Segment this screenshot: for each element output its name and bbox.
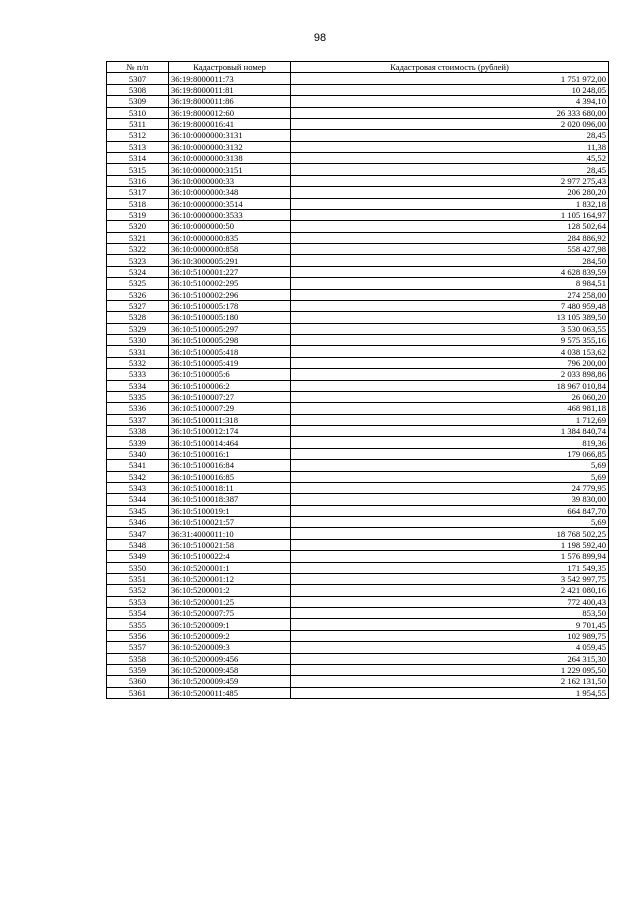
table-body xyxy=(107,73,609,699)
table-row xyxy=(107,539,609,550)
row-number-cell: 5358 xyxy=(107,653,169,664)
cadastral-value-cell: 1 229 095,50 xyxy=(291,664,609,675)
table-row xyxy=(107,687,609,698)
row-number-cell: 5344 xyxy=(107,494,169,505)
cadastral-number-cell: 36:10:5100005:180 xyxy=(169,312,291,323)
row-number-cell: 5352 xyxy=(107,585,169,596)
cadastral-number-cell: 36:10:5100007:27 xyxy=(169,391,291,402)
cadastral-number-cell: 36:19:8000011:73 xyxy=(169,73,291,84)
table-row xyxy=(107,619,609,630)
cadastral-value-cell: 128 502,64 xyxy=(291,221,609,232)
cadastral-value-cell: 26 333 680,00 xyxy=(291,107,609,118)
row-number-cell: 5323 xyxy=(107,255,169,266)
cadastral-number-cell: 36:10:5100005:6 xyxy=(169,369,291,380)
row-number-cell: 5324 xyxy=(107,266,169,277)
cadastral-value-cell: 772 400,43 xyxy=(291,596,609,607)
table-row xyxy=(107,346,609,357)
cadastral-value-cell: 1 384 840,74 xyxy=(291,426,609,437)
table-row xyxy=(107,232,609,243)
row-number-cell: 5350 xyxy=(107,562,169,573)
table-row xyxy=(107,551,609,562)
cadastral-value-cell: 1 712,69 xyxy=(291,414,609,425)
row-number-cell: 5359 xyxy=(107,664,169,675)
cadastral-value-cell: 10 248,05 xyxy=(291,84,609,95)
row-number-cell: 5342 xyxy=(107,471,169,482)
table-row xyxy=(107,278,609,289)
table-row xyxy=(107,244,609,255)
row-number-cell: 5307 xyxy=(107,73,169,84)
cadastral-number-cell: 36:10:5100019:1 xyxy=(169,505,291,516)
cadastral-value-cell: 264 315,30 xyxy=(291,653,609,664)
row-number-cell: 5322 xyxy=(107,244,169,255)
table-row xyxy=(107,175,609,186)
row-number-cell: 5311 xyxy=(107,118,169,129)
cadastral-number-cell: 36:10:5100018:11 xyxy=(169,482,291,493)
cadastral-number-cell: 36:10:5100001:227 xyxy=(169,266,291,277)
cadastral-value-cell: 13 105 389,50 xyxy=(291,312,609,323)
row-number-cell: 5340 xyxy=(107,448,169,459)
header-cadastral-value: Кадастровая стоимость (рублей) xyxy=(291,62,609,73)
cadastral-value-cell: 853,50 xyxy=(291,608,609,619)
header-row-number: № п/п xyxy=(107,62,169,73)
row-number-cell: 5309 xyxy=(107,96,169,107)
cadastral-number-cell: 36:10:5100021:58 xyxy=(169,539,291,550)
row-number-cell: 5320 xyxy=(107,221,169,232)
table-row xyxy=(107,460,609,471)
cadastral-number-cell: 36:10:0000000:858 xyxy=(169,244,291,255)
row-number-cell: 5341 xyxy=(107,460,169,471)
cadastral-number-cell: 36:19:8000012:60 xyxy=(169,107,291,118)
table-row xyxy=(107,630,609,641)
cadastral-value-cell: 558 427,98 xyxy=(291,244,609,255)
table-row xyxy=(107,642,609,653)
cadastral-number-cell: 36:10:5100005:419 xyxy=(169,357,291,368)
table-row xyxy=(107,653,609,664)
cadastral-value-cell: 2 162 131,50 xyxy=(291,676,609,687)
table-row xyxy=(107,141,609,152)
cadastral-value-cell: 2 033 898,86 xyxy=(291,369,609,380)
table-row xyxy=(107,255,609,266)
row-number-cell: 5355 xyxy=(107,619,169,630)
cadastral-value-cell: 819,36 xyxy=(291,437,609,448)
cadastral-number-cell: 36:19:8000011:81 xyxy=(169,84,291,95)
table-row xyxy=(107,426,609,437)
cadastral-number-cell: 36:10:0000000:348 xyxy=(169,187,291,198)
table-row xyxy=(107,300,609,311)
row-number-cell: 5321 xyxy=(107,232,169,243)
cadastral-value-cell: 9 701,45 xyxy=(291,619,609,630)
row-number-cell: 5349 xyxy=(107,551,169,562)
cadastral-value-cell: 206 280,20 xyxy=(291,187,609,198)
cadastral-number-cell: 36:10:5100011:318 xyxy=(169,414,291,425)
row-number-cell: 5316 xyxy=(107,175,169,186)
table-row xyxy=(107,335,609,346)
table-row xyxy=(107,403,609,414)
cadastral-value-cell: 1 751 972,00 xyxy=(291,73,609,84)
cadastral-number-cell: 36:10:5100005:418 xyxy=(169,346,291,357)
table-row xyxy=(107,505,609,516)
table-row xyxy=(107,107,609,118)
row-number-cell: 5338 xyxy=(107,426,169,437)
cadastral-number-cell: 36:10:5200001:1 xyxy=(169,562,291,573)
cadastral-value-cell: 26 060,20 xyxy=(291,391,609,402)
table-row xyxy=(107,414,609,425)
row-number-cell: 5330 xyxy=(107,335,169,346)
cadastral-value-cell: 4 394,10 xyxy=(291,96,609,107)
cadastral-number-cell: 36:10:5100016:1 xyxy=(169,448,291,459)
cadastral-number-cell: 36:10:0000000:3138 xyxy=(169,153,291,164)
cadastral-number-cell: 36:10:5200001:2 xyxy=(169,585,291,596)
table-row xyxy=(107,369,609,380)
cadastral-value-cell: 1 198 592,40 xyxy=(291,539,609,550)
cadastral-value-cell: 18 967 010,84 xyxy=(291,380,609,391)
cadastral-value-cell: 2 020 096,00 xyxy=(291,118,609,129)
row-number-cell: 5336 xyxy=(107,403,169,414)
cadastral-value-cell: 284,50 xyxy=(291,255,609,266)
row-number-cell: 5332 xyxy=(107,357,169,368)
table-row xyxy=(107,562,609,573)
cadastral-value-cell: 3 542 997,75 xyxy=(291,573,609,584)
cadastral-value-cell: 5,69 xyxy=(291,471,609,482)
cadastral-number-cell: 36:10:5100022:4 xyxy=(169,551,291,562)
cadastral-number-cell: 36:10:0000000:3151 xyxy=(169,164,291,175)
row-number-cell: 5333 xyxy=(107,369,169,380)
cadastral-value-cell: 1 954,55 xyxy=(291,687,609,698)
row-number-cell: 5317 xyxy=(107,187,169,198)
cadastral-value-cell: 28,45 xyxy=(291,130,609,141)
cadastral-number-cell: 36:10:0000000:3131 xyxy=(169,130,291,141)
cadastral-number-cell: 36:10:5200009:2 xyxy=(169,630,291,641)
table-row xyxy=(107,96,609,107)
cadastral-number-cell: 36:10:5200009:1 xyxy=(169,619,291,630)
cadastral-number-cell: 36:10:5100016:85 xyxy=(169,471,291,482)
cadastral-value-cell: 1 105 164,97 xyxy=(291,209,609,220)
cadastral-value-cell: 11,38 xyxy=(291,141,609,152)
cadastral-number-cell: 36:10:5200009:456 xyxy=(169,653,291,664)
cadastral-number-cell: 36:10:5200007:75 xyxy=(169,608,291,619)
table-row xyxy=(107,437,609,448)
header-cadastral-number: Кадастровый номер xyxy=(169,62,291,73)
cadastral-value-cell: 102 989,75 xyxy=(291,630,609,641)
cadastral-value-cell: 5,69 xyxy=(291,460,609,471)
row-number-cell: 5339 xyxy=(107,437,169,448)
row-number-cell: 5347 xyxy=(107,528,169,539)
table-row xyxy=(107,118,609,129)
cadastral-number-cell: 36:10:5200001:12 xyxy=(169,573,291,584)
table-row xyxy=(107,73,609,84)
cadastral-value-cell: 8 984,51 xyxy=(291,278,609,289)
cadastral-value-cell: 1 576 899,94 xyxy=(291,551,609,562)
table-header-row xyxy=(107,62,609,73)
row-number-cell: 5361 xyxy=(107,687,169,698)
cadastral-value-cell: 284 886,92 xyxy=(291,232,609,243)
row-number-cell: 5337 xyxy=(107,414,169,425)
row-number-cell: 5331 xyxy=(107,346,169,357)
table-row xyxy=(107,153,609,164)
row-number-cell: 5318 xyxy=(107,198,169,209)
table-row xyxy=(107,517,609,528)
table-row xyxy=(107,482,609,493)
row-number-cell: 5357 xyxy=(107,642,169,653)
cadastral-value-cell: 4 059,45 xyxy=(291,642,609,653)
cadastral-number-cell: 36:10:5100005:298 xyxy=(169,335,291,346)
table-row xyxy=(107,585,609,596)
table-row xyxy=(107,209,609,220)
cadastral-number-cell: 36:10:5200009:459 xyxy=(169,676,291,687)
table-row xyxy=(107,187,609,198)
cadastral-number-cell: 36:10:5200011:485 xyxy=(169,687,291,698)
table-row xyxy=(107,448,609,459)
cadastral-value-cell: 274 258,00 xyxy=(291,289,609,300)
cadastral-value-cell: 5,69 xyxy=(291,517,609,528)
row-number-cell: 5329 xyxy=(107,323,169,334)
cadastral-value-cell: 3 530 063,55 xyxy=(291,323,609,334)
cadastral-number-cell: 36:10:5100005:178 xyxy=(169,300,291,311)
row-number-cell: 5354 xyxy=(107,608,169,619)
cadastral-number-cell: 36:10:5100016:84 xyxy=(169,460,291,471)
table-row xyxy=(107,664,609,675)
row-number-cell: 5348 xyxy=(107,539,169,550)
table-row xyxy=(107,164,609,175)
cadastral-value-cell: 18 768 502,25 xyxy=(291,528,609,539)
table-row xyxy=(107,596,609,607)
table-row xyxy=(107,357,609,368)
cadastral-value-cell: 2 977 275,43 xyxy=(291,175,609,186)
cadastral-number-cell: 36:10:0000000:3533 xyxy=(169,209,291,220)
table-row xyxy=(107,266,609,277)
cadastral-value-cell: 45,52 xyxy=(291,153,609,164)
row-number-cell: 5360 xyxy=(107,676,169,687)
table-row xyxy=(107,198,609,209)
cadastral-number-cell: 36:19:8000016:41 xyxy=(169,118,291,129)
cadastral-number-cell: 36:10:5100007:29 xyxy=(169,403,291,414)
cadastral-value-cell: 24 779,95 xyxy=(291,482,609,493)
page-number: 98 xyxy=(313,32,327,44)
table-row xyxy=(107,391,609,402)
cadastral-number-cell: 36:10:0000000:3132 xyxy=(169,141,291,152)
table-row xyxy=(107,323,609,334)
cadastral-value-table xyxy=(106,61,609,699)
cadastral-number-cell: 36:10:5200009:3 xyxy=(169,642,291,653)
row-number-cell: 5308 xyxy=(107,84,169,95)
cadastral-number-cell: 36:10:5200001:25 xyxy=(169,596,291,607)
row-number-cell: 5335 xyxy=(107,391,169,402)
cadastral-number-cell: 36:10:5100014:464 xyxy=(169,437,291,448)
table-row xyxy=(107,289,609,300)
cadastral-value-cell: 1 832,18 xyxy=(291,198,609,209)
cadastral-value-cell: 4 628 839,59 xyxy=(291,266,609,277)
cadastral-number-cell: 36:10:5100002:295 xyxy=(169,278,291,289)
row-number-cell: 5326 xyxy=(107,289,169,300)
cadastral-number-cell: 36:10:5100006:2 xyxy=(169,380,291,391)
table-row xyxy=(107,221,609,232)
cadastral-number-cell: 36:10:5200009:458 xyxy=(169,664,291,675)
table-row xyxy=(107,608,609,619)
cadastral-value-cell: 9 575 355,16 xyxy=(291,335,609,346)
cadastral-number-cell: 36:10:5100012:174 xyxy=(169,426,291,437)
row-number-cell: 5314 xyxy=(107,153,169,164)
cadastral-number-cell: 36:10:5100021:57 xyxy=(169,517,291,528)
table-row xyxy=(107,84,609,95)
cadastral-number-cell: 36:10:0000000:835 xyxy=(169,232,291,243)
table-row xyxy=(107,312,609,323)
row-number-cell: 5325 xyxy=(107,278,169,289)
table-row xyxy=(107,471,609,482)
cadastral-number-cell: 36:10:5100018:387 xyxy=(169,494,291,505)
row-number-cell: 5351 xyxy=(107,573,169,584)
table-row xyxy=(107,380,609,391)
row-number-cell: 5319 xyxy=(107,209,169,220)
table-row xyxy=(107,528,609,539)
row-number-cell: 5312 xyxy=(107,130,169,141)
table-row xyxy=(107,494,609,505)
cadastral-value-cell: 7 480 959,48 xyxy=(291,300,609,311)
row-number-cell: 5353 xyxy=(107,596,169,607)
cadastral-number-cell: 36:10:3000005:291 xyxy=(169,255,291,266)
cadastral-value-cell: 4 038 153,62 xyxy=(291,346,609,357)
row-number-cell: 5345 xyxy=(107,505,169,516)
cadastral-number-cell: 36:10:0000000:50 xyxy=(169,221,291,232)
table-row xyxy=(107,676,609,687)
row-number-cell: 5313 xyxy=(107,141,169,152)
row-number-cell: 5343 xyxy=(107,482,169,493)
cadastral-value-cell: 28,45 xyxy=(291,164,609,175)
row-number-cell: 5346 xyxy=(107,517,169,528)
table-row xyxy=(107,130,609,141)
cadastral-number-cell: 36:10:0000000:3514 xyxy=(169,198,291,209)
cadastral-value-cell: 664 847,70 xyxy=(291,505,609,516)
row-number-cell: 5327 xyxy=(107,300,169,311)
cadastral-value-cell: 468 981,18 xyxy=(291,403,609,414)
row-number-cell: 5356 xyxy=(107,630,169,641)
cadastral-value-cell: 179 066,85 xyxy=(291,448,609,459)
row-number-cell: 5310 xyxy=(107,107,169,118)
table-row xyxy=(107,573,609,584)
cadastral-number-cell: 36:10:5100002:296 xyxy=(169,289,291,300)
cadastral-number-cell: 36:10:5100005:297 xyxy=(169,323,291,334)
cadastral-value-cell: 796 200,00 xyxy=(291,357,609,368)
cadastral-number-cell: 36:10:0000000:33 xyxy=(169,175,291,186)
cadastral-value-cell: 39 830,00 xyxy=(291,494,609,505)
cadastral-number-cell: 36:31:4000011:10 xyxy=(169,528,291,539)
cadastral-value-cell: 171 549,35 xyxy=(291,562,609,573)
row-number-cell: 5334 xyxy=(107,380,169,391)
cadastral-number-cell: 36:19:8000011:86 xyxy=(169,96,291,107)
cadastral-value-cell: 2 421 080,16 xyxy=(291,585,609,596)
row-number-cell: 5315 xyxy=(107,164,169,175)
row-number-cell: 5328 xyxy=(107,312,169,323)
